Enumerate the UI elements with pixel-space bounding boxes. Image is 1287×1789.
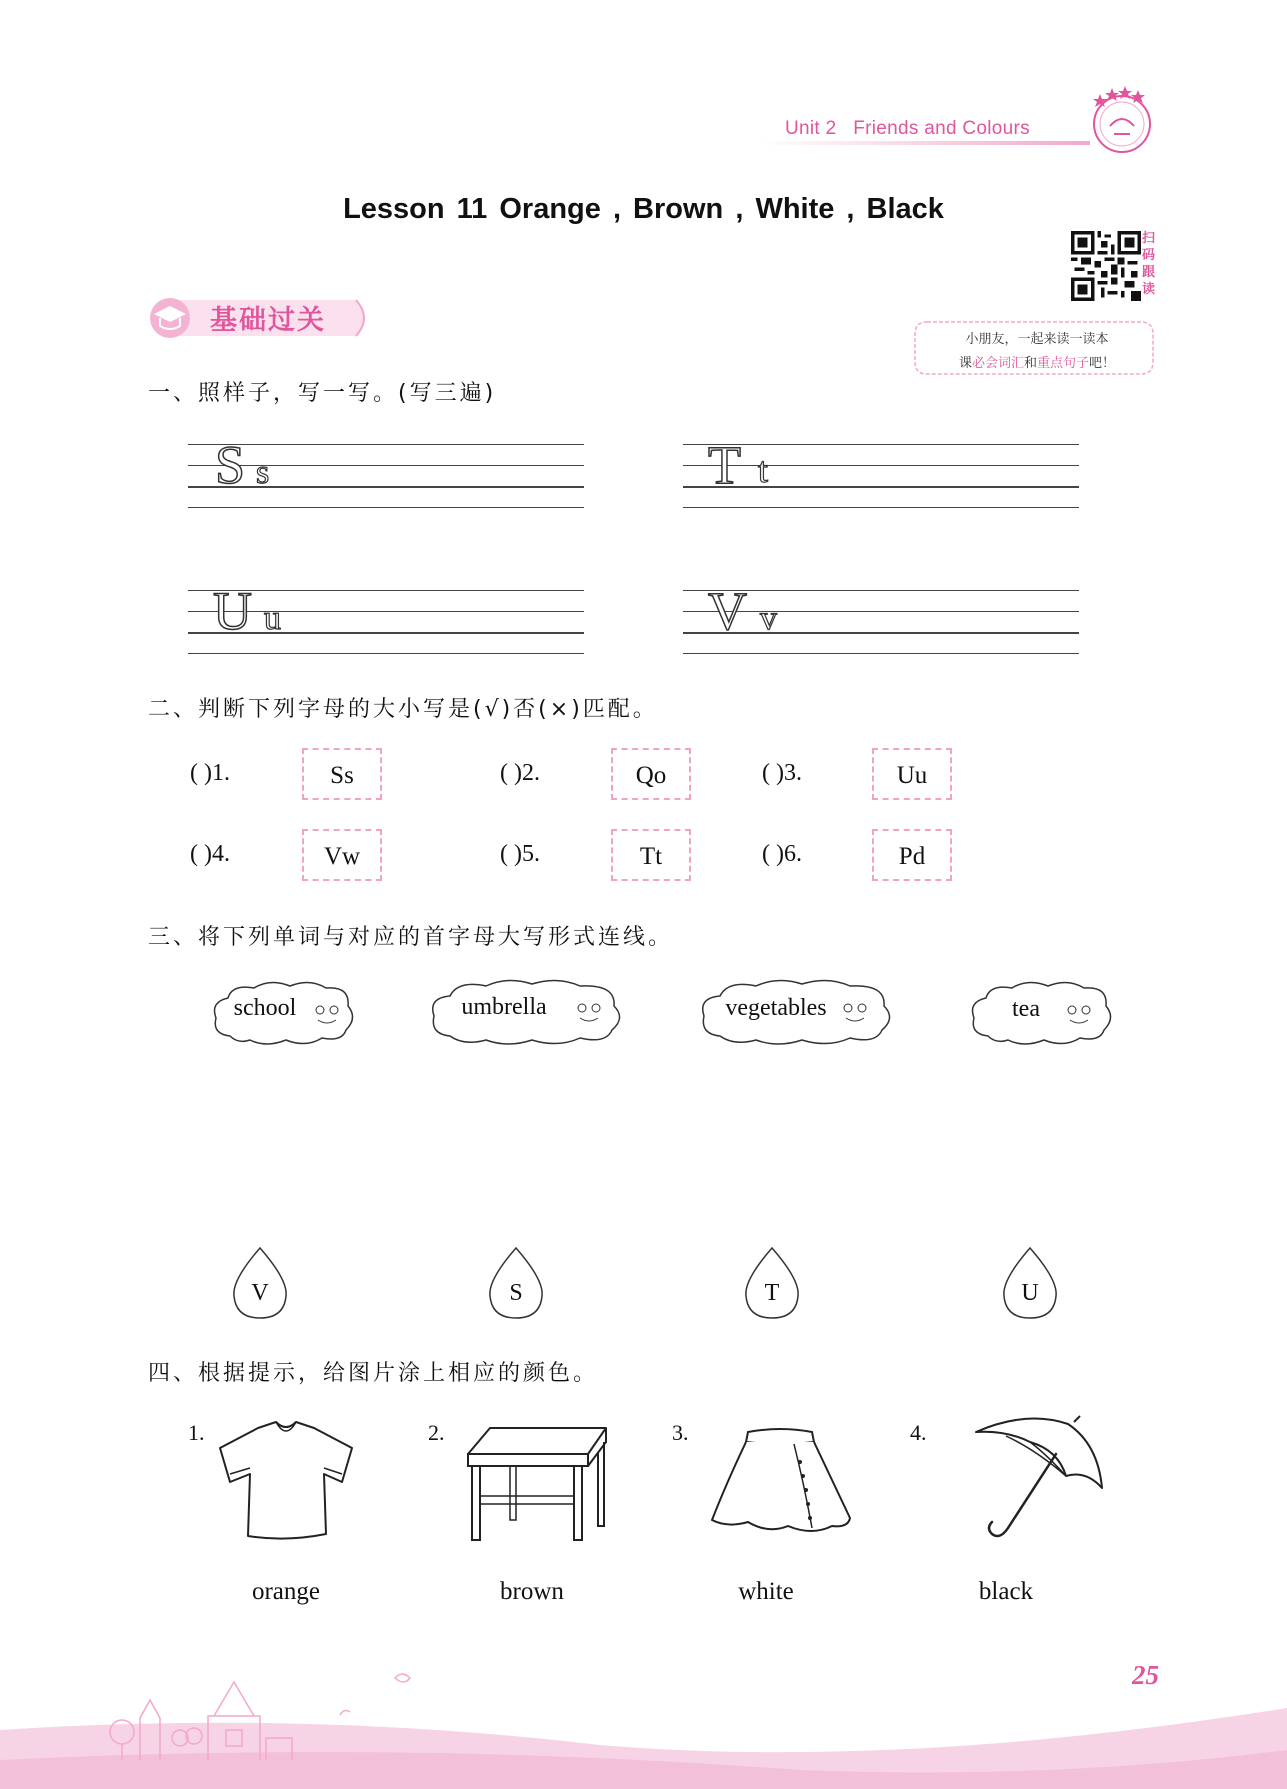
- letter-s: S: [509, 1280, 523, 1306]
- letter-t: T: [764, 1280, 780, 1306]
- q3-heading: 三、将下列单词与对应的首字母大写形式连线。: [148, 925, 674, 950]
- bubble-text: 小朋友，一起来读一读本 课必会词汇和重点句子吧！: [958, 332, 1116, 371]
- word-umbrella: umbrella: [461, 994, 547, 1020]
- letter-u: U: [1021, 1280, 1039, 1306]
- qr-code-icon[interactable]: [1071, 231, 1141, 301]
- color-word-white: white: [738, 1578, 794, 1605]
- example-lower-v: v: [760, 600, 777, 637]
- example-upper-s: S: [215, 435, 246, 495]
- q2-heading: 二、判断下列字母的大小写是(√)否(×)匹配。: [148, 697, 658, 722]
- example-lower-u: u: [264, 600, 281, 637]
- judge-box-3: Uu: [872, 748, 952, 800]
- judge-box-6: Pd: [872, 829, 952, 881]
- example-lower-s: s: [256, 454, 270, 491]
- word-vegetables: vegetables: [725, 995, 827, 1021]
- pic-number-1: 1.: [188, 1420, 205, 1445]
- judge-bracket-3[interactable]: ( )3.: [762, 760, 802, 786]
- tshirt-icon[interactable]: [214, 1418, 358, 1542]
- writing-lines-t: [683, 444, 1079, 508]
- page-number: 25: [1132, 1660, 1159, 1690]
- footer-decoration: [0, 1620, 1287, 1789]
- lesson-title: Lesson 11 Orange , Brown , White , Black: [343, 193, 944, 225]
- judge-box-5: Tt: [611, 829, 691, 881]
- word-tea: tea: [1012, 996, 1040, 1022]
- word-school: school: [233, 995, 297, 1021]
- q1-heading: 一、照样子，写一写。(写三遍): [148, 381, 497, 406]
- example-upper-u: U: [213, 581, 252, 641]
- judge-bracket-2[interactable]: ( )2.: [500, 760, 540, 786]
- example-upper-v: V: [708, 581, 747, 641]
- color-word-black: black: [978, 1578, 1034, 1605]
- pic-number-2: 2.: [428, 1420, 445, 1445]
- judge-box-2: Qo: [611, 748, 691, 800]
- letter-v: V: [251, 1280, 269, 1306]
- skirt-icon[interactable]: [708, 1424, 852, 1544]
- color-word-orange: orange: [251, 1578, 321, 1605]
- q4-heading: 四、根据提示，给图片涂上相应的颜色。: [148, 1361, 599, 1386]
- header-divider: [760, 141, 1090, 145]
- judge-bracket-6[interactable]: ( )6.: [762, 841, 802, 867]
- color-word-brown: brown: [500, 1578, 564, 1605]
- judge-box-1: Ss: [302, 748, 382, 800]
- judge-bracket-5[interactable]: ( )5.: [500, 841, 540, 867]
- table-icon[interactable]: [464, 1424, 610, 1544]
- section-label: 基础过关: [210, 305, 326, 336]
- publisher-logo-icon: [1082, 82, 1162, 156]
- umbrella-icon[interactable]: [966, 1414, 1106, 1544]
- pic-number-4: 4.: [910, 1420, 927, 1445]
- example-lower-t: t: [758, 450, 769, 490]
- judge-bracket-4[interactable]: ( )4.: [190, 841, 230, 867]
- header-unit: Unit 2 Friends and Colours: [785, 118, 1030, 139]
- judge-box-4: Vw: [302, 829, 382, 881]
- example-upper-t: T: [708, 435, 741, 495]
- writing-lines-s: [188, 444, 584, 508]
- judge-bracket-1[interactable]: ( )1.: [190, 760, 230, 786]
- pic-number-3: 3.: [672, 1420, 689, 1445]
- qr-caption: 扫 码 跟 读: [1142, 231, 1156, 297]
